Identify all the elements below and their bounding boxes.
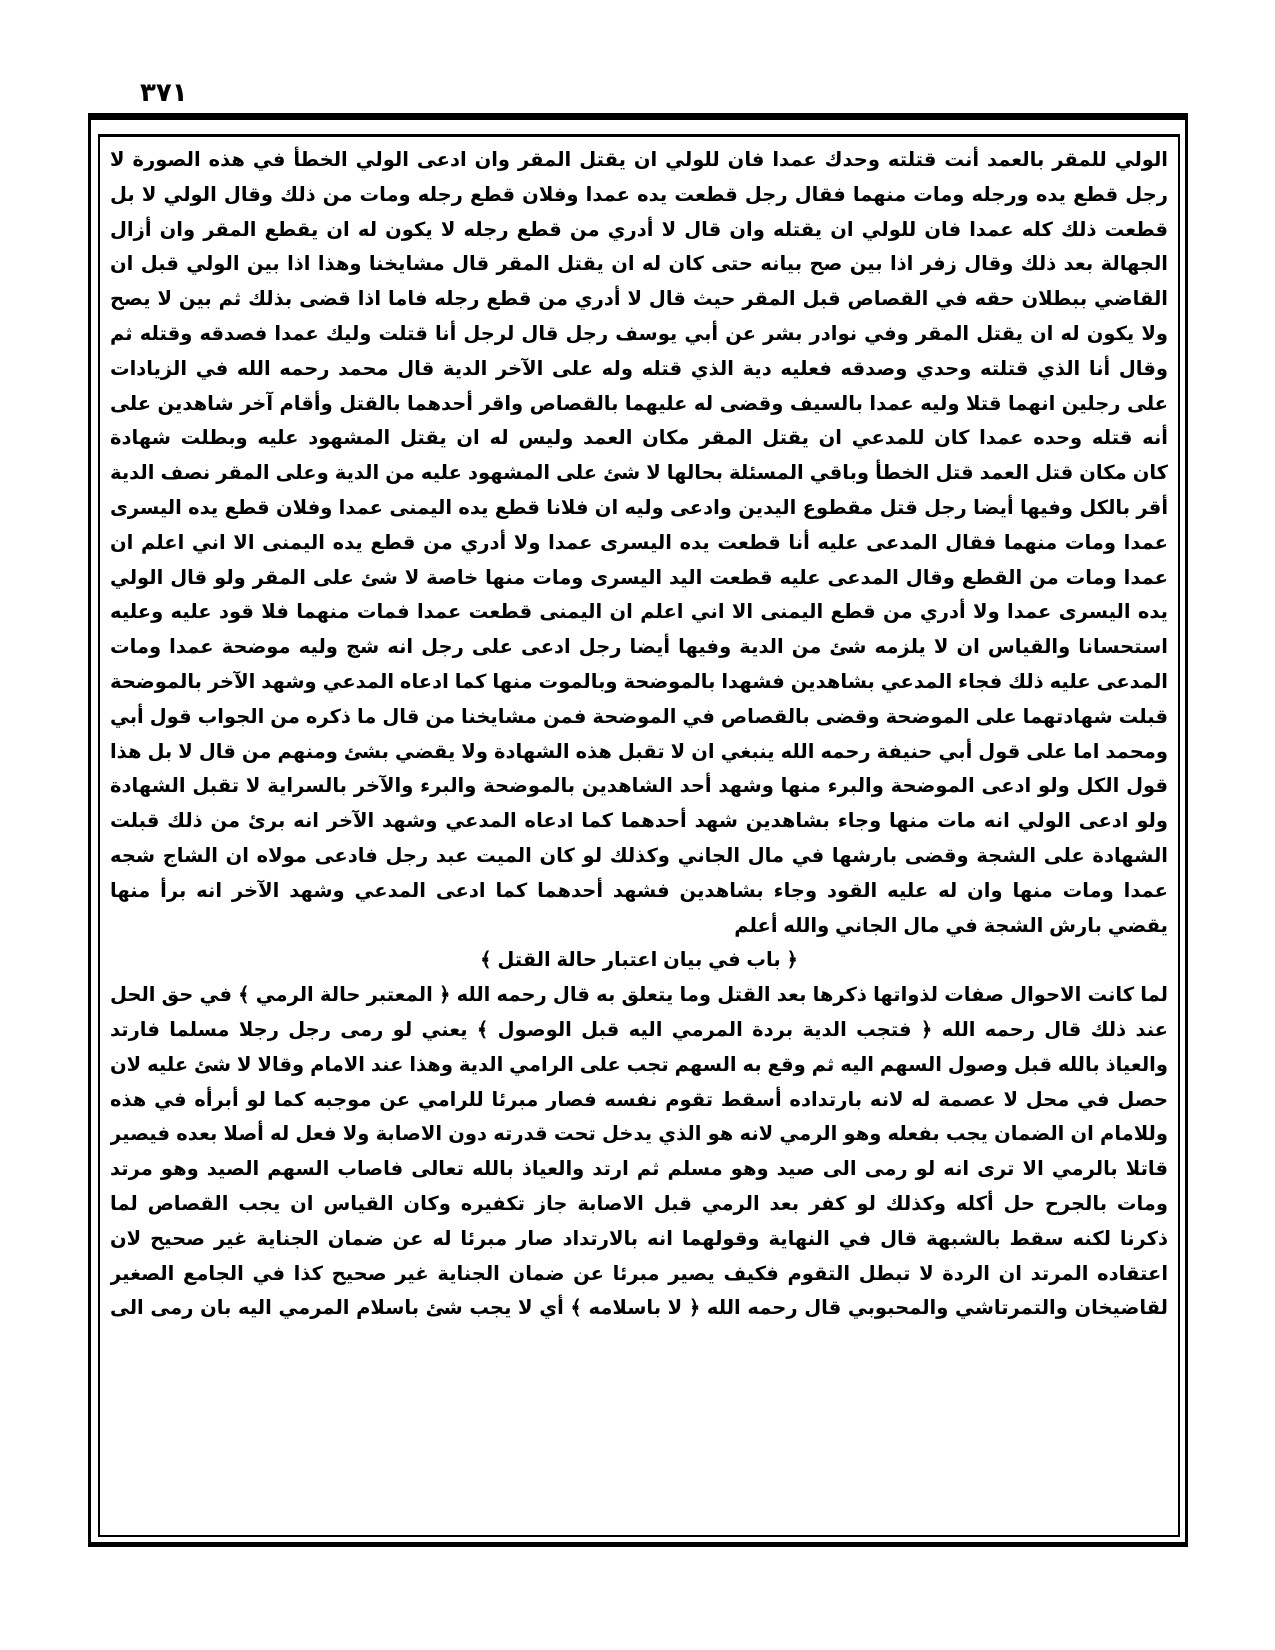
text-line: ومات بالجرح حل أكله وكذلك لو كفر بعد الرمي قبل الاصابة جاز تكفيره وكان القياس ان يجب القصاص لما: [110, 1191, 1168, 1215]
text-line: حصل في محل لا عصمة له لانه بارتداده أسقط تقوم نفسه فصار مبرئا للرامي عن موجبه كما لو أبرأه في هذه: [110, 1087, 1168, 1111]
text-line: عمدا ومات من القطع وقال المدعى عليه قطعت اليد اليسرى ومات منها خاصة لا شئ على المقر ولو قال الولي: [110, 565, 1168, 589]
text-line: لقاضيخان والتمرتاشي والمحبوبي قال رحمه الله ﴿ لا باسلامه ﴾ أي لا يجب شئ باسلام المرمي اليه بان رمى الى: [110, 1296, 1168, 1320]
text-line: عمدا ومات منهما فقال المدعى عليه أنا قطعت يده اليسرى عمدا ولا أدري من قطع يده اليمنى الا اني اعلم ان: [110, 530, 1168, 554]
text-line: وقال أنا الذي قتلته وحدي وصدقه فعليه دية الذي قتله وله على الآخر الدية قال محمد رحمه الله في الزيادات: [110, 356, 1168, 380]
text-line: أقر بالكل وفيها أيضا رجل قتل مقطوع اليدين وادعى وليه ان فلانا قطع يده اليمنى عمدا وفلان قطع يده اليسرى: [110, 495, 1168, 519]
text-line: قطعت ذلك كله عمدا فان للولي ان يقتله وان قال لا أدري من قطع رجله لا يكون له ان يقطع المقر وان أزال: [110, 217, 1168, 241]
text-line: يده اليسرى عمدا ولا أدري من قطع اليمنى الا اني اعلم ان اليمنى قطعت عمدا فمات منهما فلا قود عليه وعليه: [110, 600, 1168, 624]
text-line: وللامام ان الضمان يجب بفعله وهو الرمي لانه هو الذي يدخل تحت قدرته دون الاصابة ولا فعل له أصلا بعده فيصير: [110, 1122, 1168, 1146]
text-line: ولو ادعى الولي انه مات منها وجاء بشاهدين شهد أحدهما كما ادعاه المدعي وشهد الآخر انه برئ من ذلك قبلت: [110, 809, 1168, 833]
text-line: لما كانت الاحوال صفات لذواتها ذكرها بعد القتل وما يتعلق به قال رحمه الله ﴿ المعتبر حالة الرمي ﴾ في حق الحل: [110, 983, 1168, 1007]
text-line: والعياذ بالله قبل وصول السهم اليه ثم وقع به السهم تجب على الرامي الدية وهذا عند الامام وقالا لا شئ عليه لان: [110, 1052, 1168, 1076]
text-line: ومحمد اما على قول أبي حنيفة رحمه الله ينبغي ان لا تقبل هذه الشهادة ولا يقضي بشئ ومنهم من قال لا بل هذا: [110, 739, 1168, 763]
chapter-heading: ﴿ باب في بيان اعتبار حالة القتل ﴾: [480, 948, 798, 972]
text-line: كان مكان قتل العمد قتل الخطأ وباقي المسئلة بحالها لا شئ على المشهود عليه من الدية وعلى المقر نصف الدية: [110, 461, 1168, 485]
text-line: استحسانا والقياس ان لا يلزمه شئ من الدية وفيها أيضا رجل ادعى على رجل انه شج وليه موضحة عمدا ومات: [110, 635, 1168, 659]
text-line: الولي للمقر بالعمد أنت قتلته وحدك عمدا فان للولي ان يقتل المقر وان ادعى الولي الخطأ في هذه الصورة لا: [110, 148, 1168, 171]
text-line: عمدا ومات منها وان له عليه القود وجاء بشاهدين فشهد أحدهما كما ادعى المدعي وشهد الآخر انه برأ منها: [110, 878, 1168, 902]
text-line: رجل قطع يده ورجله ومات منهما فقال رجل قطعت يده عمدا وفلان قطع رجله ومات من ذلك وقال الولي لا بل: [110, 182, 1168, 206]
text-line: المدعى عليه ذلك فجاء المدعي بشاهدين فشهدا بالموضحة وبالموت منها كما ادعاه المدعي وشهد الآخر بالموضحة: [110, 669, 1168, 693]
text-line: ولا يكون له ان يقتل المقر وفي نوادر بشر عن أبي يوسف رجل قال لرجل أنا قتلت وليك عمدا فصدقه وقتله ثم: [110, 321, 1168, 345]
page-number: ۳۷۱: [140, 78, 188, 108]
text-line: الشهادة على الشجة وقضى بارشها في مال الجاني وكذلك لو كان الميت عبد رجل فادعى مولاه ان الشاج شجه: [110, 843, 1168, 867]
text-line: اعتقاده المرتد ان الردة لا تبطل التقوم فكيف يصير مبرئا عن ضمان الجناية غير صحيح كذا في الجامع الصغير: [110, 1261, 1168, 1285]
text-line: ذكرنا لكنه سقط بالشبهة قال في النهاية وقولهما انه بالارتداد صار مبرئا له عن ضمان الجناية غير صحيح لان: [110, 1226, 1168, 1250]
text-line: يقضي بارش الشجة في مال الجاني والله أعلم: [734, 913, 1168, 937]
text-line: قول الكل ولو ادعى الموضحة والبرء منها وشهد أحد الشاهدين بالموضحة والبرء والآخر بالسراية لا تقبل الشهادة: [110, 774, 1168, 798]
text-line: قبلت شهادتهما على الموضحة وقضى بالقصاص في الموضحة فمن مشايخنا من قال ما ذكره من الجواب قول أبي: [110, 704, 1168, 728]
page-frame-inner: [98, 134, 1180, 1537]
body-text: [110, 143, 1168, 1326]
text-line: أنه قتله وحده عمدا كان للمدعي ان يقتل المقر مكان العمد وليس له ان يقتل المشهود عليه وبطلت شهادة: [110, 426, 1168, 450]
text-line: الجهالة بعد ذلك وقال زفر اذا بين صح بيانه حتى كان له ان يقتل المقر قال مشايخنا وهذا اذا بين الولي قبل ان: [110, 252, 1168, 276]
text-line: عند ذلك قال رحمه الله ﴿ فتجب الدية بردة المرمي اليه قبل الوصول ﴾ يعني لو رمى رجل رجلا مسلما فارتد: [110, 1017, 1168, 1041]
page-frame: [88, 113, 1188, 1547]
text-line: قاتلا بالرمي الا ترى انه لو رمى الى صيد وهو مسلم ثم ارتد والعياذ بالله تعالى فاصاب السهم الصيد وهو مرتد: [110, 1157, 1168, 1181]
text-line: القاضي ببطلان حقه في القصاص قبل المقر حيث قال لا أدري من قطع رجله فاما اذا قضى بذلك ثم بين لا يصح: [110, 287, 1168, 311]
text-line: على رجلين انهما قتلا وليه عمدا بالسيف وقضى له عليهما بالقصاص واقر أحدهما بالقتل وأقام آخر شاهدين على: [110, 391, 1168, 415]
